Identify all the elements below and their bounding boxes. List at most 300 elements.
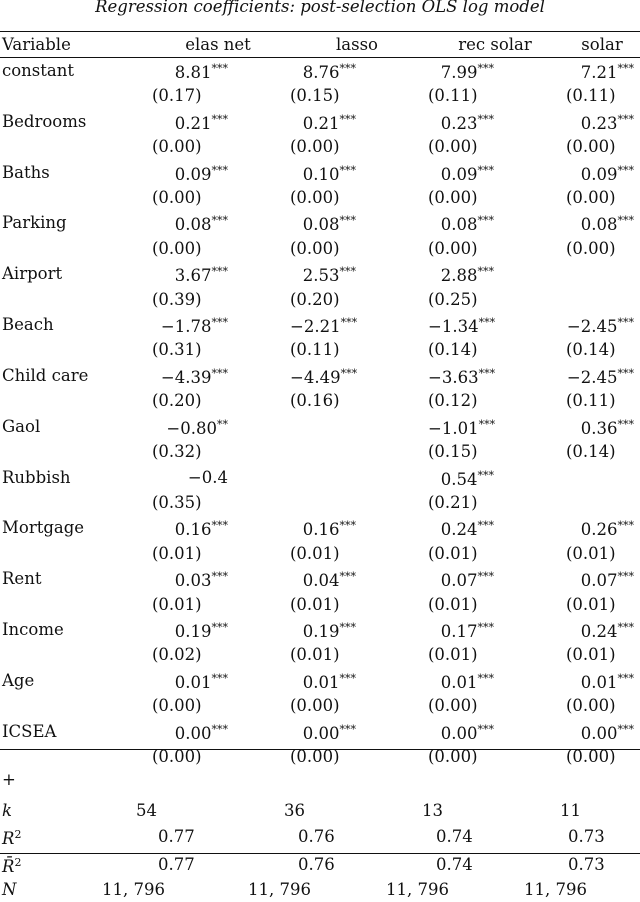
header-row — [0, 33, 640, 57]
coefficient: 0.07*** — [580, 570, 634, 591]
coefficient: 0.16*** — [174, 519, 228, 540]
variable-name: constant — [2, 61, 74, 80]
standard-error: (0.17) — [152, 86, 202, 106]
se-cell — [288, 135, 426, 158]
se-cell — [426, 237, 564, 260]
se-spacer — [0, 288, 148, 311]
coefficient: −0.80** — [166, 417, 228, 438]
coefficient: 0.01*** — [580, 671, 634, 692]
coef-row — [0, 514, 640, 541]
se-cell — [148, 338, 288, 361]
stat-value: 0.73 — [568, 854, 605, 874]
coef-cell — [426, 616, 564, 643]
se-cell — [288, 237, 426, 260]
se-cell — [426, 542, 564, 565]
stat-label: k — [2, 801, 12, 821]
standard-error: (0.15) — [428, 442, 478, 462]
stat-value: 11, 796 — [248, 880, 311, 900]
coef-cell — [288, 413, 426, 440]
coef-cell — [426, 718, 564, 745]
standard-error: (0.00) — [428, 137, 478, 157]
se-spacer — [0, 491, 148, 514]
standard-error: (0.39) — [152, 289, 202, 309]
se-cell — [426, 694, 564, 717]
coef-cell — [288, 311, 426, 338]
se-row — [0, 84, 640, 107]
se-cell — [564, 643, 640, 666]
se-cell — [148, 440, 288, 463]
coef-cell — [426, 209, 564, 236]
se-cell — [426, 288, 564, 311]
coef-row — [0, 209, 640, 236]
se-spacer — [0, 593, 148, 616]
coef-cell — [564, 108, 640, 135]
coef-cell — [148, 57, 288, 84]
stat-value: 54 — [136, 801, 157, 821]
variable-name: Airport — [2, 264, 63, 284]
standard-error: (0.14) — [566, 442, 616, 462]
coef-cell — [564, 362, 640, 389]
standard-error: (0.01) — [566, 543, 616, 563]
coef-cell — [148, 464, 288, 491]
coef-cell — [426, 311, 564, 338]
coefficient: 0.03*** — [174, 570, 228, 591]
standard-error: (0.00) — [152, 746, 202, 766]
coefficient: 0.00*** — [302, 722, 356, 743]
coef-cell — [426, 565, 564, 592]
table-caption: Regression coefficients: post-selection OLS log model — [95, 0, 545, 16]
coefficient: −2.45*** — [566, 366, 634, 387]
se-cell — [288, 440, 426, 463]
variable-name: Beach — [2, 315, 54, 335]
coefficient: 0.01*** — [302, 671, 356, 692]
se-cell — [288, 389, 426, 412]
se-cell — [426, 389, 564, 412]
coef-cell — [564, 209, 640, 236]
header-rec-solar: rec solar — [458, 35, 532, 54]
se-spacer — [0, 186, 148, 209]
se-cell — [564, 186, 640, 209]
coef-cell — [148, 209, 288, 236]
coefficient: 0.36*** — [580, 417, 634, 438]
coef-cell — [148, 565, 288, 592]
standard-error: (0.01) — [428, 645, 478, 665]
coefficient: −2.45*** — [566, 316, 634, 337]
coef-cell — [288, 260, 426, 287]
coef-row — [0, 362, 640, 389]
se-cell — [288, 745, 426, 768]
coef-cell — [288, 57, 426, 84]
coef-cell — [148, 616, 288, 643]
standard-error: (0.00) — [290, 696, 340, 716]
coefficient: 2.88*** — [440, 265, 494, 286]
coefficient: 0.00*** — [580, 722, 634, 743]
se-row — [0, 186, 640, 209]
se-spacer — [0, 135, 148, 158]
coef-cell — [288, 616, 426, 643]
variable-name: Rent — [2, 569, 42, 589]
coefficient: −1.34*** — [428, 316, 496, 337]
midrule-gap-cell — [0, 792, 640, 799]
stat-value: 0.77 — [158, 826, 195, 846]
se-row — [0, 389, 640, 412]
standard-error: (0.00) — [428, 238, 478, 258]
header-lasso: lasso — [336, 35, 378, 54]
standard-error: (0.00) — [566, 188, 616, 208]
standard-error: (0.14) — [428, 340, 478, 360]
coefficient: 0.01*** — [440, 671, 494, 692]
se-spacer — [0, 440, 148, 463]
standard-error: (0.00) — [152, 696, 202, 716]
stat-label: R̄$^2$ — [2, 855, 22, 876]
stat-value: 11, 796 — [386, 880, 449, 900]
se-cell — [148, 745, 288, 768]
header-solar: solar — [581, 35, 623, 54]
se-cell — [288, 593, 426, 616]
coefficient: 0.21*** — [302, 112, 356, 133]
coef-cell — [288, 464, 426, 491]
variable-name: Mortgage — [2, 518, 85, 538]
se-cell — [426, 186, 564, 209]
se-cell — [288, 186, 426, 209]
se-cell — [288, 542, 426, 565]
se-row — [0, 694, 640, 717]
se-row — [0, 440, 640, 463]
coefficient: 0.24*** — [440, 519, 494, 540]
table-body — [0, 57, 640, 902]
se-row — [0, 288, 640, 311]
standard-error: (0.01) — [290, 543, 340, 563]
se-cell — [148, 593, 288, 616]
se-cell — [426, 84, 564, 107]
variable-name: Rubbish — [2, 467, 71, 487]
coefficient: 7.99*** — [440, 62, 494, 82]
standard-error: (0.11) — [290, 340, 340, 360]
se-row — [0, 745, 640, 768]
standard-error: (0.02) — [152, 645, 202, 665]
se-cell — [288, 288, 426, 311]
coefficient: 0.08*** — [174, 214, 228, 235]
standard-error: (0.00) — [428, 696, 478, 716]
stat-row — [0, 799, 640, 823]
se-row — [0, 237, 640, 260]
standard-error: (0.01) — [566, 645, 616, 665]
regression-table — [0, 33, 640, 902]
stat-row — [0, 878, 640, 902]
se-cell — [426, 643, 564, 666]
coefficient: −4.49*** — [290, 366, 358, 387]
coefficient: 0.26*** — [580, 519, 634, 540]
se-row — [0, 643, 640, 666]
standard-error: (0.12) — [428, 391, 478, 411]
coef-cell — [564, 311, 640, 338]
se-cell — [148, 186, 288, 209]
midrule-gap — [0, 792, 640, 799]
coef-cell — [148, 108, 288, 135]
se-spacer — [0, 694, 148, 717]
standard-error: (0.25) — [428, 289, 478, 309]
se-cell — [564, 440, 640, 463]
se-spacer — [0, 389, 148, 412]
coef-cell — [564, 616, 640, 643]
coefficient: 0.16*** — [302, 519, 356, 540]
standard-error: (0.00) — [566, 238, 616, 258]
coef-cell — [426, 362, 564, 389]
standard-error: (0.00) — [152, 188, 202, 208]
coef-cell — [426, 159, 564, 186]
se-cell — [148, 135, 288, 158]
coefficient: 0.23*** — [580, 112, 634, 133]
variable-name: Baths — [2, 162, 50, 182]
se-cell — [564, 542, 640, 565]
standard-error: (0.00) — [566, 746, 616, 766]
standard-error: (0.01) — [290, 645, 340, 665]
coef-cell — [288, 362, 426, 389]
variable-name: Bedrooms — [2, 111, 87, 131]
variable-name: Gaol — [2, 416, 41, 436]
standard-error: (0.00) — [290, 746, 340, 766]
coef-row — [0, 616, 640, 643]
coef-cell — [148, 159, 288, 186]
se-cell — [564, 84, 640, 107]
coefficient: 0.19*** — [302, 620, 356, 641]
coefficient: −4.39*** — [160, 366, 228, 387]
stat-value: 36 — [284, 801, 305, 821]
variable-name: Income — [2, 619, 64, 639]
standard-error: (0.11) — [566, 86, 616, 106]
coefficient: 0.04*** — [302, 570, 356, 591]
standard-error: (0.20) — [152, 391, 202, 411]
se-cell — [564, 745, 640, 768]
coef-row — [0, 311, 640, 338]
se-spacer — [0, 338, 148, 361]
se-cell — [148, 643, 288, 666]
se-cell — [426, 593, 564, 616]
stat-value: 13 — [422, 801, 443, 821]
coefficient: 0.54*** — [440, 468, 494, 489]
coefficient: 0.08*** — [302, 214, 356, 235]
variable-name: Age — [2, 670, 35, 690]
stat-value: 11 — [560, 801, 581, 821]
coef-row — [0, 413, 640, 440]
standard-error: (0.00) — [152, 238, 202, 258]
coef-cell — [426, 667, 564, 694]
stat-value: 11, 796 — [102, 880, 165, 900]
coef-row — [0, 565, 640, 592]
plus-row — [0, 768, 640, 792]
coef-cell — [426, 464, 564, 491]
stat-value: 0.76 — [298, 826, 335, 846]
se-cell — [288, 491, 426, 514]
standard-error: (0.14) — [566, 340, 616, 360]
standard-error: (0.00) — [566, 696, 616, 716]
standard-error: (0.01) — [152, 594, 202, 614]
standard-error: (0.32) — [152, 442, 202, 462]
se-cell — [148, 288, 288, 311]
coefficient: 0.07*** — [440, 570, 494, 591]
coefficient: 0.01*** — [174, 671, 228, 692]
se-cell — [148, 389, 288, 412]
coef-cell — [148, 667, 288, 694]
coefficient: 0.10*** — [302, 163, 356, 184]
coefficient: 0.09*** — [174, 163, 228, 184]
standard-error: (0.00) — [152, 137, 202, 157]
stat-value: 0.77 — [158, 854, 195, 874]
se-cell — [148, 694, 288, 717]
coefficient: 3.67*** — [174, 265, 228, 286]
se-cell — [148, 491, 288, 514]
coefficient: 0.08*** — [440, 214, 494, 235]
coef-cell — [148, 718, 288, 745]
coef-cell — [288, 108, 426, 135]
coefficient: 0.24*** — [580, 620, 634, 641]
standard-error: (0.01) — [428, 543, 478, 563]
se-row — [0, 542, 640, 565]
coefficient: 0.00*** — [440, 722, 494, 743]
coef-cell — [288, 667, 426, 694]
coef-row — [0, 108, 640, 135]
se-cell — [564, 288, 640, 311]
standard-error: (0.20) — [290, 289, 340, 309]
se-cell — [564, 491, 640, 514]
coefficient: 0.17*** — [440, 620, 494, 641]
header-variable: Variable — [2, 35, 71, 54]
coefficient: 8.81*** — [174, 62, 228, 82]
se-cell — [564, 237, 640, 260]
coef-row — [0, 718, 640, 745]
se-cell — [288, 694, 426, 717]
stat-value: 0.74 — [436, 854, 473, 874]
coefficient: 0.23*** — [440, 112, 494, 133]
standard-error: (0.21) — [428, 492, 478, 512]
coef-cell — [564, 718, 640, 745]
coef-row — [0, 260, 640, 287]
coefficient: 0.00*** — [174, 722, 228, 743]
coef-cell — [148, 413, 288, 440]
stat-value: 0.73 — [568, 826, 605, 846]
standard-error: (0.00) — [566, 137, 616, 157]
coef-row — [0, 159, 640, 186]
se-cell — [426, 491, 564, 514]
coefficient: 0.19*** — [174, 620, 228, 641]
header-elas-net: elas net — [185, 35, 251, 54]
coef-cell — [564, 464, 640, 491]
se-cell — [564, 593, 640, 616]
standard-error: (0.11) — [566, 391, 616, 411]
se-row — [0, 593, 640, 616]
standard-error: (0.00) — [290, 238, 340, 258]
coef-cell — [564, 57, 640, 84]
se-cell — [426, 338, 564, 361]
coef-cell — [564, 565, 640, 592]
variable-name: Parking — [2, 213, 67, 233]
standard-error: (0.01) — [152, 543, 202, 563]
se-cell — [148, 237, 288, 260]
se-cell — [426, 135, 564, 158]
coef-cell — [148, 514, 288, 541]
stat-value: 11, 796 — [524, 880, 587, 900]
se-cell — [564, 338, 640, 361]
se-cell — [288, 338, 426, 361]
se-cell — [426, 440, 564, 463]
coef-cell — [564, 159, 640, 186]
coefficient: −3.63*** — [428, 366, 496, 387]
variable-name: Child care — [2, 365, 89, 385]
plus-sign: + — [2, 770, 16, 790]
coefficient: 0.08*** — [580, 214, 634, 235]
coef-cell — [426, 260, 564, 287]
coef-cell — [288, 718, 426, 745]
se-cell — [288, 643, 426, 666]
coefficient: 0.09*** — [440, 163, 494, 184]
coefficient: −2.21*** — [290, 316, 358, 337]
coef-cell — [564, 514, 640, 541]
coefficient: 2.53*** — [302, 265, 356, 286]
coef-cell — [288, 514, 426, 541]
se-row — [0, 135, 640, 158]
coef-cell — [288, 565, 426, 592]
standard-error: (0.00) — [428, 746, 478, 766]
standard-error: (0.35) — [152, 492, 202, 512]
standard-error: (0.00) — [290, 137, 340, 157]
coefficient: 0.09*** — [580, 163, 634, 184]
coefficient: −0.4 — [187, 467, 228, 487]
se-cell — [288, 84, 426, 107]
coefficient: 7.21*** — [580, 62, 634, 82]
se-cell — [564, 135, 640, 158]
coef-row — [0, 464, 640, 491]
se-spacer — [0, 745, 148, 768]
coef-cell — [426, 57, 564, 84]
coef-cell — [426, 514, 564, 541]
stat-row — [0, 823, 640, 851]
se-cell — [564, 389, 640, 412]
se-row — [0, 338, 640, 361]
se-cell — [148, 84, 288, 107]
coefficient: 0.21*** — [174, 112, 228, 133]
standard-error: (0.01) — [566, 594, 616, 614]
se-row — [0, 491, 640, 514]
coef-cell — [288, 159, 426, 186]
standard-error: (0.00) — [428, 188, 478, 208]
coefficient: 8.76*** — [302, 62, 356, 82]
stat-value: 0.76 — [298, 854, 335, 874]
coefficient: −1.78*** — [160, 316, 228, 337]
coef-cell — [426, 413, 564, 440]
standard-error: (0.15) — [290, 86, 340, 106]
coef-row — [0, 57, 640, 84]
stat-value: 0.74 — [436, 826, 473, 846]
standard-error: (0.01) — [290, 594, 340, 614]
se-spacer — [0, 643, 148, 666]
coef-cell — [564, 413, 640, 440]
standard-error: (0.31) — [152, 340, 202, 360]
coef-cell — [148, 260, 288, 287]
standard-error: (0.11) — [428, 86, 478, 106]
standard-error: (0.01) — [428, 594, 478, 614]
coef-cell — [564, 260, 640, 287]
se-cell — [426, 745, 564, 768]
coef-cell — [564, 667, 640, 694]
coef-cell — [288, 209, 426, 236]
coefficient: −1.01*** — [428, 417, 496, 438]
coef-cell — [426, 108, 564, 135]
se-cell — [564, 694, 640, 717]
coef-cell — [148, 311, 288, 338]
se-spacer — [0, 542, 148, 565]
standard-error: (0.16) — [290, 391, 340, 411]
se-spacer — [0, 237, 148, 260]
